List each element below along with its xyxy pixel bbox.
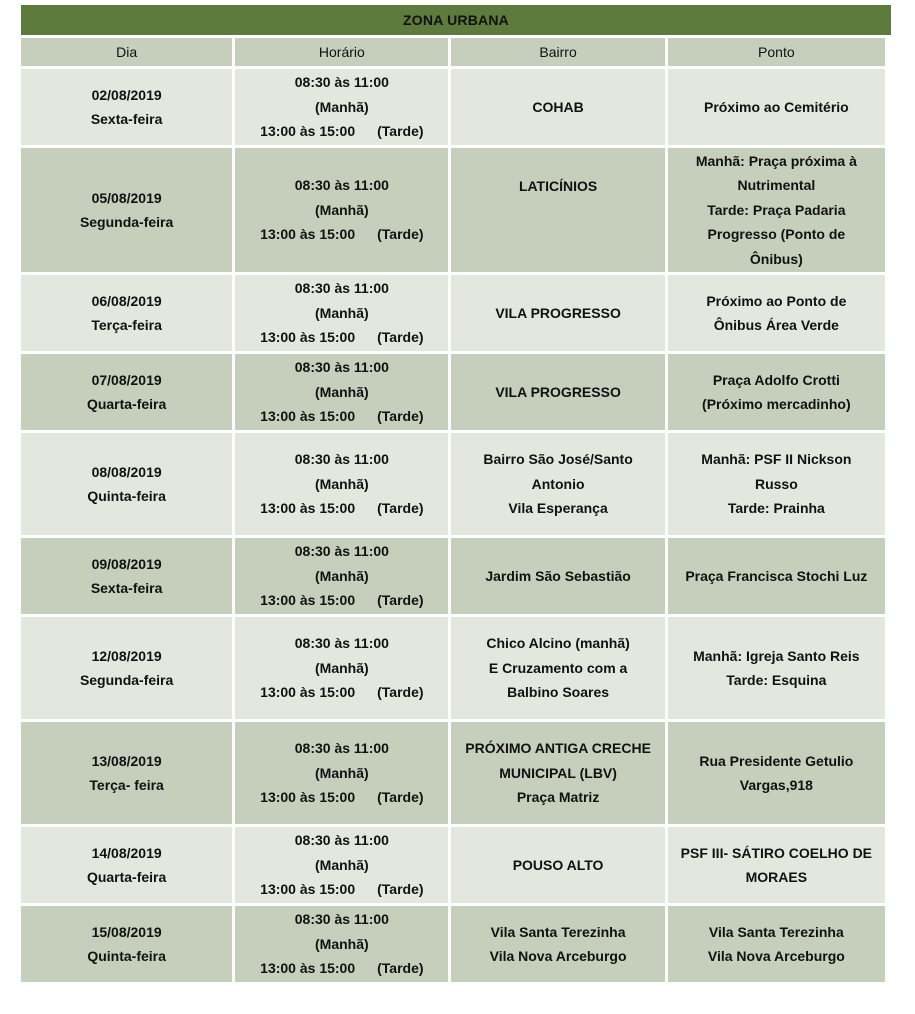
cell-bairro — [451, 354, 664, 430]
manha-time: 08:30 às 11:00 — [294, 280, 389, 297]
cell-bairro — [451, 906, 664, 982]
ponto-line: Manhã: PSF II Nickson — [701, 451, 852, 468]
bairro-line: Antonio — [531, 475, 585, 492]
date-text: 08/08/2019 — [91, 463, 162, 480]
date-text: 15/08/2019 — [91, 923, 162, 940]
ponto-line: Manhã: Igreja Santo Reis — [693, 647, 860, 664]
cell-ponto — [668, 433, 885, 535]
header-row — [21, 38, 885, 66]
manha-label: (Manhã) — [315, 567, 369, 584]
weekday-text: Segunda-feira — [79, 672, 174, 688]
manha-label: (Manhã) — [315, 764, 369, 781]
cell-horario — [235, 906, 448, 982]
weekday-text: Sexta-feira — [90, 580, 163, 596]
table-row — [21, 617, 885, 719]
table-row — [21, 354, 885, 430]
weekday-text: Sexta-feira — [90, 111, 163, 127]
schedule-sheet — [21, 5, 891, 985]
tarde-time: 13:00 às 15:00 — [260, 881, 356, 898]
bairro-line: Bairro São José/Santo — [483, 451, 633, 468]
bairro-line: Balbino Soares — [507, 684, 610, 701]
manha-label: (Manhã) — [315, 201, 369, 218]
tarde-label: (Tarde) — [377, 684, 424, 701]
ponto-line: MORAES — [745, 869, 808, 885]
bairro-line: MUNICIPAL (LBV) — [499, 764, 617, 781]
manha-label: (Manhã) — [315, 383, 369, 400]
weekday-text: Terça-feira — [91, 317, 162, 333]
tarde-line — [239, 222, 444, 247]
weekday-text: Quarta-feira — [86, 396, 167, 412]
table-row — [21, 275, 885, 351]
bairro-line: VILA PROGRESSO — [495, 304, 621, 321]
cell-horario — [235, 148, 448, 272]
ponto-line: PSF III- SÁTIRO COELHO DE — [680, 844, 873, 861]
ponto-line: Tarde: Praça Padaria — [707, 201, 846, 218]
cell-bairro — [451, 69, 664, 145]
ponto-line: Ônibus) — [749, 250, 803, 267]
bairro-line: Vila Nova Arceburgo — [489, 948, 627, 964]
cell-horario — [235, 617, 448, 719]
ponto-line: Vargas,918 — [739, 777, 813, 793]
cell-dia — [21, 433, 232, 535]
cell-dia — [21, 69, 232, 145]
bairro-line: COHAB — [532, 98, 584, 115]
bairro-line: PRÓXIMO ANTIGA CRECHE — [465, 740, 651, 757]
table-body — [21, 69, 885, 982]
tarde-time: 13:00 às 15:00 — [260, 789, 356, 806]
tarde-time: 13:00 às 15:00 — [260, 592, 356, 609]
tarde-label: (Tarde) — [377, 592, 424, 609]
date-text: 06/08/2019 — [91, 292, 162, 309]
tarde-line — [239, 588, 444, 613]
manha-time: 08:30 às 11:00 — [294, 911, 389, 928]
manha-label: (Manhã) — [315, 475, 369, 492]
tarde-time: 13:00 às 15:00 — [260, 123, 356, 140]
ponto-line: Rua Presidente Getulio — [699, 752, 854, 769]
manha-time: 08:30 às 11:00 — [294, 832, 389, 849]
date-text: 07/08/2019 — [91, 371, 162, 388]
tarde-line — [239, 119, 444, 144]
date-text: 05/08/2019 — [91, 189, 162, 206]
header-ponto: Ponto — [668, 38, 885, 66]
cell-horario — [235, 354, 448, 430]
manha-label: (Manhã) — [315, 935, 369, 952]
tarde-line — [239, 877, 444, 902]
tarde-time: 13:00 às 15:00 — [260, 684, 356, 701]
weekday-text: Segunda-feira — [79, 214, 174, 230]
cell-ponto — [668, 827, 885, 903]
bairro-line: Chico Alcino (manhã) — [486, 635, 630, 652]
cell-ponto — [668, 275, 885, 351]
manha-time: 08:30 às 11:00 — [294, 543, 389, 560]
header-horario: Horário — [235, 38, 448, 66]
ponto-line: Vila Nova Arceburgo — [707, 948, 845, 964]
cell-ponto — [668, 722, 885, 824]
tarde-time: 13:00 às 15:00 — [260, 500, 356, 517]
cell-dia — [21, 617, 232, 719]
tarde-line — [239, 496, 444, 521]
weekday-text: Terça- feira — [89, 777, 164, 793]
manha-time: 08:30 às 11:00 — [294, 635, 389, 652]
cell-ponto — [668, 906, 885, 982]
tarde-line — [239, 680, 444, 705]
cell-ponto — [668, 538, 885, 614]
tarde-label: (Tarde) — [377, 960, 424, 977]
manha-time: 08:30 às 11:00 — [294, 74, 389, 91]
cell-bairro — [451, 617, 664, 719]
cell-dia — [21, 538, 232, 614]
cell-bairro — [451, 148, 664, 272]
ponto-line: Nutrimental — [737, 177, 816, 194]
ponto-line: Tarde: Esquina — [726, 672, 827, 688]
cell-horario — [235, 433, 448, 535]
cell-ponto — [668, 354, 885, 430]
bairro-line: LATICÍNIOS — [518, 178, 598, 194]
cell-ponto — [668, 69, 885, 145]
tarde-time: 13:00 às 15:00 — [260, 226, 356, 243]
cell-dia — [21, 354, 232, 430]
table-row — [21, 148, 885, 272]
bairro-line: POUSO ALTO — [512, 856, 604, 873]
tarde-time: 13:00 às 15:00 — [260, 960, 356, 977]
date-text: 14/08/2019 — [91, 844, 162, 861]
cell-horario — [235, 69, 448, 145]
ponto-line: Próximo ao Ponto de — [706, 292, 847, 309]
cell-bairro — [451, 827, 664, 903]
cell-bairro — [451, 275, 664, 351]
tarde-label: (Tarde) — [377, 789, 424, 806]
weekday-text: Quarta-feira — [86, 869, 167, 885]
table-title: ZONA URBANA — [21, 5, 891, 35]
cell-bairro — [451, 722, 664, 824]
table-row — [21, 433, 885, 535]
table-row — [21, 538, 885, 614]
tarde-label: (Tarde) — [377, 329, 424, 346]
manha-time: 08:30 às 11:00 — [294, 740, 389, 757]
schedule-table — [18, 35, 888, 985]
cell-dia — [21, 722, 232, 824]
manha-label: (Manhã) — [315, 856, 369, 873]
cell-ponto — [668, 148, 885, 272]
date-text: 02/08/2019 — [91, 86, 162, 103]
tarde-time: 13:00 às 15:00 — [260, 329, 356, 346]
manha-time: 08:30 às 11:00 — [294, 451, 389, 468]
tarde-line — [239, 404, 444, 429]
cell-dia — [21, 148, 232, 272]
manha-label: (Manhã) — [315, 304, 369, 321]
date-text: 12/08/2019 — [91, 647, 162, 664]
cell-horario — [235, 827, 448, 903]
weekday-text: Quinta-feira — [87, 948, 166, 964]
weekday-text: Quinta-feira — [87, 488, 166, 504]
tarde-line — [239, 785, 444, 810]
ponto-line: Vila Santa Terezinha — [708, 923, 844, 940]
date-text: 09/08/2019 — [91, 555, 162, 572]
header-dia: Dia — [21, 38, 232, 66]
bairro-line: Jardim São Sebastião — [485, 567, 631, 584]
date-text: 13/08/2019 — [91, 752, 162, 769]
table-row — [21, 906, 885, 982]
ponto-line: Progresso (Ponto de — [707, 226, 846, 243]
cell-ponto — [668, 617, 885, 719]
ponto-line: Russo — [754, 475, 798, 492]
bairro-line: Vila Santa Terezinha — [490, 923, 626, 940]
ponto-line: Praça Adolfo Crotti — [712, 371, 840, 388]
cell-dia — [21, 827, 232, 903]
cell-bairro — [451, 538, 664, 614]
tarde-line — [239, 956, 444, 981]
ponto-line: Tarde: Prainha — [727, 500, 825, 517]
cell-horario — [235, 275, 448, 351]
manha-time: 08:30 às 11:00 — [294, 359, 389, 376]
ponto-line: Manhã: Praça próxima à — [695, 152, 857, 169]
bairro-line: VILA PROGRESSO — [495, 383, 621, 400]
cell-dia — [21, 906, 232, 982]
cell-bairro — [451, 433, 664, 535]
tarde-line — [239, 325, 444, 350]
cell-dia — [21, 275, 232, 351]
tarde-label: (Tarde) — [377, 226, 424, 243]
bairro-line: Vila Esperança — [508, 500, 608, 517]
manha-time: 08:30 às 11:00 — [294, 177, 389, 194]
ponto-line: Próximo ao Cemitério — [704, 98, 849, 115]
tarde-label: (Tarde) — [377, 408, 424, 425]
table-row — [21, 69, 885, 145]
manha-label: (Manhã) — [315, 98, 369, 115]
ponto-line: Praça Francisca Stochi Luz — [685, 567, 868, 584]
table-row — [21, 722, 885, 824]
tarde-label: (Tarde) — [377, 123, 424, 140]
bairro-line: Praça Matriz — [516, 789, 600, 806]
cell-horario — [235, 538, 448, 614]
tarde-time: 13:00 às 15:00 — [260, 408, 356, 425]
header-bairro: Bairro — [451, 38, 664, 66]
table-row — [21, 827, 885, 903]
ponto-line: Ônibus Área Verde — [713, 317, 839, 333]
tarde-label: (Tarde) — [377, 500, 424, 517]
manha-label: (Manhã) — [315, 659, 369, 676]
bairro-line: E Cruzamento com a — [488, 659, 628, 676]
tarde-label: (Tarde) — [377, 881, 424, 898]
ponto-line: (Próximo mercadinho) — [702, 396, 851, 412]
cell-horario — [235, 722, 448, 824]
